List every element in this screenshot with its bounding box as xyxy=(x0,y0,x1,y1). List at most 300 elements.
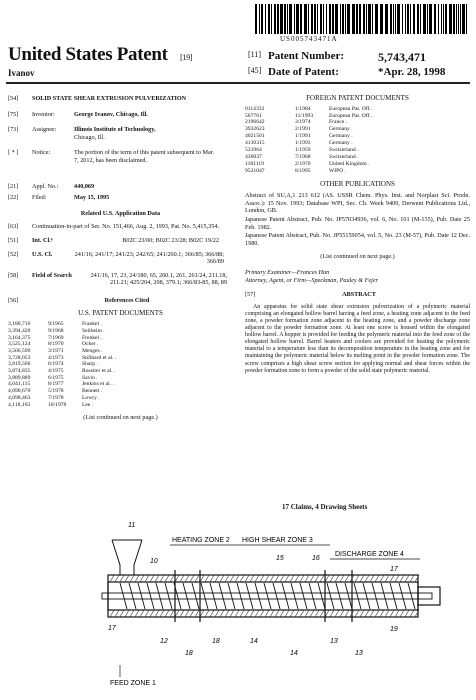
foreign-reference-row-cell: 7/1968 xyxy=(295,153,311,160)
barcode-bar xyxy=(390,4,392,34)
foreign-reference-row xyxy=(245,168,470,175)
barcode-bar xyxy=(375,4,378,34)
foreign-reference-row-cell: 9521047 xyxy=(245,167,265,174)
screw-flight xyxy=(390,583,397,609)
barcode-bar xyxy=(413,4,415,34)
hatch-line xyxy=(125,575,129,582)
screw-flight xyxy=(273,583,280,609)
hatch-line xyxy=(290,610,294,617)
hatch-line xyxy=(275,575,279,582)
other-publication-3: Japanese Patent Abstract, Pub. No. JP55159054, vol. 5, No. 23 (M-57), Pub. Date 12 Dec. 1980. xyxy=(245,232,470,247)
foreign-patents-heading: FOREIGN PATENT DOCUMENTS xyxy=(306,94,409,102)
hatch-line xyxy=(400,610,404,617)
us-reference-row xyxy=(8,375,233,382)
hatch-line xyxy=(300,575,304,582)
hatch-line xyxy=(280,575,284,582)
barcode-bar xyxy=(326,4,327,34)
us-reference-row-cell: 3/1971 xyxy=(48,347,64,354)
hatch-line xyxy=(325,575,329,582)
hatch-line xyxy=(295,575,299,582)
foreign-reference-row-cell: WIPO . xyxy=(329,167,347,174)
barcode-bar xyxy=(407,4,409,34)
hatch-line xyxy=(160,575,164,582)
foreign-reference-row-cell: 3932623 xyxy=(245,126,265,133)
field-52-label: U.S. Cl. xyxy=(32,250,53,258)
us-reference-row-cell: Jenkins et al. . xyxy=(82,381,114,388)
hatch-line xyxy=(135,610,139,617)
hatch-line xyxy=(275,610,279,617)
field-58-label: Field of Search xyxy=(32,271,72,279)
screw-flight xyxy=(408,583,415,609)
screw-flight xyxy=(336,583,343,609)
foreign-reference-row-cell: 1181119 xyxy=(245,160,264,167)
hatch-line xyxy=(335,610,339,617)
hatch-line xyxy=(410,575,414,582)
us-reference-row-cell: Bennett . xyxy=(82,388,103,395)
hatch-line xyxy=(290,575,294,582)
foreign-reference-row xyxy=(245,147,470,154)
foreign-reference-row-cell: Germany . xyxy=(329,140,353,147)
hatch-line xyxy=(170,575,174,582)
field-22-label: Filed: xyxy=(32,194,47,202)
us-reference-row-cell: 3,566,590 xyxy=(8,347,31,354)
inventor-surname: Ivanov xyxy=(8,68,35,78)
barcode-bar xyxy=(460,4,461,34)
hatch-line xyxy=(110,575,114,582)
foreign-reference-row-cell: Switzerland . xyxy=(329,153,359,160)
hatch-line xyxy=(375,575,379,582)
patent-number-value: 5,743,471 xyxy=(378,50,426,64)
foreign-reference-row-cell: 436037 xyxy=(245,153,262,160)
hatch-line xyxy=(210,575,214,582)
reference-numeral: 15 xyxy=(276,555,284,562)
screw-flight xyxy=(165,583,172,609)
foreign-reference-row-cell: France . xyxy=(329,119,348,126)
screw-shape xyxy=(102,583,432,609)
other-publication-1: Abstract of SU,A,1 213 612 (AS. USSR Chem. Phys. Inst. and Norplast Sci. Prodn. Assoc.): 15 Nov. 1993; Database WPI, Sec. Ch. Week 9409, Derwent Publications Ltd., London, GB. xyxy=(245,192,470,215)
screw-flight xyxy=(345,583,352,609)
field-21-label: Appl. No.: xyxy=(32,182,59,190)
abstract-tag: [57] xyxy=(245,291,256,299)
screw-flight xyxy=(291,583,298,609)
field-75-label: Inventor: xyxy=(32,110,55,118)
hatch-line xyxy=(245,610,249,617)
screw-flight xyxy=(264,583,271,609)
hatch-line xyxy=(255,610,259,617)
field-63-tag: [63] xyxy=(8,223,19,231)
hatch-line xyxy=(305,610,309,617)
us-reference-row-cell: Menges . xyxy=(82,347,103,354)
hatch-line xyxy=(355,575,359,582)
screw-flight xyxy=(192,583,199,609)
hatch-line xyxy=(285,575,289,582)
barcode-bar xyxy=(268,4,270,34)
hatch-line xyxy=(395,575,399,582)
hatch-line xyxy=(360,575,364,582)
reference-numeral: 18 xyxy=(212,638,220,645)
us-reference-row-cell: Stillhard et al. . xyxy=(82,354,117,361)
title-text: United States Patent xyxy=(8,44,168,65)
us-reference-row-cell: 3,164,375 xyxy=(8,334,31,341)
barcode-bar xyxy=(385,4,388,34)
barrel-shape xyxy=(108,570,440,622)
assignee-name: Illinois Institute of Technology, xyxy=(74,126,156,134)
left-continued-note: (List continued on next page.) xyxy=(83,414,158,422)
primary-examiner: Primary Examiner—Frances Han xyxy=(245,269,330,276)
foreign-reference-row-cell: 3/1974 xyxy=(295,119,311,126)
hatch-line xyxy=(390,610,394,617)
foreign-reference-row-cell: 1/1984 xyxy=(295,105,311,112)
barcode-bar xyxy=(277,4,279,34)
hatch-line xyxy=(320,575,324,582)
shear-zone-label: HIGH SHEAR ZONE 3 xyxy=(242,537,313,544)
foreign-reference-row xyxy=(245,133,470,140)
hatch-line xyxy=(315,575,319,582)
barcode-bar xyxy=(456,4,457,34)
us-reference-row-cell: 8/1977 xyxy=(48,381,64,388)
barcode-bar xyxy=(405,4,406,34)
foreign-reference-row-cell: 1/1991 xyxy=(295,133,311,140)
notice-tag: [ * ] xyxy=(8,149,19,157)
other-publications-heading: OTHER PUBLICATIONS xyxy=(320,179,395,188)
foreign-reference-row-cell: Germany . xyxy=(329,126,353,133)
hatch-line xyxy=(240,575,244,582)
foreign-reference-row xyxy=(245,126,470,133)
hatch-line xyxy=(130,610,134,617)
abstract-heading: ABSTRACT xyxy=(342,291,376,299)
foreign-reference-row xyxy=(245,119,470,126)
hatch-line xyxy=(340,575,344,582)
us-reference-row-cell: 6/1974 xyxy=(48,361,64,368)
hatch-line xyxy=(280,610,284,617)
date-label: Date of Patent: xyxy=(268,66,339,78)
screw-flight xyxy=(327,583,334,609)
left-column xyxy=(8,95,233,422)
us-reference-row xyxy=(8,381,233,388)
us-reference-row-cell: 4/1975 xyxy=(48,368,64,375)
us-reference-row xyxy=(8,395,233,402)
barcode-bar xyxy=(366,4,367,34)
hatch-line xyxy=(225,610,229,617)
assignee-location: Chicago, Ill. xyxy=(74,133,105,141)
barcode-bar xyxy=(449,4,452,34)
screw-flight xyxy=(201,583,208,609)
right-continued-note: (List continued on next page.) xyxy=(320,253,395,261)
field-75 xyxy=(8,111,233,119)
barcode-bar xyxy=(296,4,299,34)
us-reference-row xyxy=(8,321,233,328)
barcode-bar xyxy=(280,4,283,34)
us-reference-row-cell: 4,118,163 xyxy=(8,401,31,408)
hatch-line xyxy=(310,575,314,582)
reference-numeral: 14 xyxy=(290,650,298,657)
hatch-line xyxy=(215,575,219,582)
foreign-reference-row-cell: European Pat. Off. . xyxy=(329,112,374,119)
hatch-line xyxy=(185,610,189,617)
int-cl-value: B02C 23/00; B02C 23/28; B02C 19/22 xyxy=(122,236,219,244)
hatch-line xyxy=(380,610,384,617)
barcode-bar xyxy=(265,4,266,34)
patent-number-tag: [11] xyxy=(248,50,262,59)
hatch-line xyxy=(210,610,214,617)
hatch-line xyxy=(175,610,179,617)
reference-numeral: 17 xyxy=(390,566,398,573)
us-reference-row-cell: 4,090,670 xyxy=(8,388,31,395)
notice-label: Notice: xyxy=(32,149,51,157)
hatch-line xyxy=(400,575,404,582)
hatch-line xyxy=(355,610,359,617)
field-22-tag: [22] xyxy=(8,194,19,202)
screw-flight xyxy=(300,583,307,609)
barcode-bar xyxy=(429,4,432,34)
field-notice xyxy=(8,149,233,164)
barcode-bar xyxy=(410,4,411,34)
hatch-line xyxy=(165,575,169,582)
barcode-bar xyxy=(453,4,455,34)
hatch-line xyxy=(390,575,394,582)
hatch-line xyxy=(150,610,154,617)
barcode-bar xyxy=(427,4,428,34)
hatch-line xyxy=(190,575,194,582)
us-reference-row-cell: 7/1978 xyxy=(48,394,64,401)
hatch-line xyxy=(385,575,389,582)
field-63 xyxy=(8,223,233,231)
hatch-line xyxy=(155,575,159,582)
continuation-value: Continuation-in-part of Ser. No. 151,466, Aug. 2, 1993, Pat. No. 5,415,354. xyxy=(32,223,219,231)
screw-flight xyxy=(237,583,244,609)
field-73-label: Assignee: xyxy=(32,126,57,134)
us-patents-heading: U.S. PATENT DOCUMENTS xyxy=(78,308,163,317)
us-reference-row xyxy=(8,402,233,409)
hatch-line xyxy=(115,575,119,582)
abstract-header xyxy=(245,291,470,299)
screw-flight xyxy=(120,583,127,609)
us-reference-row-cell: 8/1970 xyxy=(48,341,64,348)
screw-flight xyxy=(219,583,226,609)
foreign-reference-row xyxy=(245,161,470,168)
hatch-line xyxy=(365,610,369,617)
screw-flight xyxy=(354,583,361,609)
hatch-line xyxy=(345,610,349,617)
us-reference-row-cell: Ocker . xyxy=(82,341,99,348)
hatch-line xyxy=(120,610,124,617)
hatch-line xyxy=(325,610,329,617)
us-reference-row xyxy=(8,355,233,362)
discharge-zone-label: DISCHARGE ZONE 4 xyxy=(335,551,404,558)
patent-title-heading xyxy=(8,44,192,66)
reference-numeral: 18 xyxy=(185,650,193,657)
field-52 xyxy=(8,251,233,266)
hatch-line xyxy=(200,575,204,582)
hatch-line xyxy=(220,610,224,617)
field-73-tag: [73] xyxy=(8,126,19,134)
barcode-bar xyxy=(359,4,361,34)
foreign-reference-row-cell: 11/1993 xyxy=(295,112,314,119)
us-reference-row-cell: Rossiter et al. . xyxy=(82,368,116,375)
barcode-bar xyxy=(441,4,442,34)
screw-flight xyxy=(318,583,325,609)
us-reference-row-cell: 4/1973 xyxy=(48,354,64,361)
us-reference-row xyxy=(8,335,233,342)
hatch-line xyxy=(370,610,374,617)
patent-invention-title: SOLID STATE SHEAR EXTRUSION PULVERIZATION xyxy=(32,95,187,102)
barcode-bar xyxy=(423,4,426,34)
hatch-line xyxy=(120,575,124,582)
hatch-line xyxy=(285,610,289,617)
field-75-tag: [75] xyxy=(8,110,19,118)
field-56 xyxy=(8,297,233,305)
barcode-bar xyxy=(342,4,344,34)
barcode-bar xyxy=(287,4,288,34)
foreign-reference-row-cell: 4130315 xyxy=(245,140,265,147)
barcode-bar xyxy=(340,4,341,34)
hatch-line xyxy=(130,575,134,582)
field-73 xyxy=(8,126,233,141)
date-row xyxy=(248,66,470,78)
us-reference-row-cell: 3,819,566 xyxy=(8,361,31,368)
hatch-line xyxy=(200,610,204,617)
barcode-bar xyxy=(294,4,295,34)
date-tag: [45] xyxy=(248,66,262,75)
hatch-line xyxy=(155,610,159,617)
barcode-bar xyxy=(438,4,439,34)
barcode-bar xyxy=(395,4,396,34)
screw-flight xyxy=(282,583,289,609)
related-data-heading: Related U.S. Application Data xyxy=(80,209,161,217)
us-reference-row-cell: 5/1978 xyxy=(48,388,64,395)
barcode-bar xyxy=(255,4,257,34)
date-value: *Apr. 28, 1998 xyxy=(378,66,446,78)
us-reference-row xyxy=(8,361,233,368)
barcode-bar xyxy=(289,4,292,34)
hatch-line xyxy=(310,610,314,617)
hatch-line xyxy=(205,610,209,617)
hatch-line xyxy=(190,610,194,617)
foreign-reference-row-cell: 1/1959 xyxy=(295,147,311,154)
barcode-bar xyxy=(372,4,373,34)
hatch-line xyxy=(255,575,259,582)
barcode-bar xyxy=(420,4,421,34)
hatch-line xyxy=(410,610,414,617)
us-reference-row-cell: 10/1978 xyxy=(48,401,67,408)
us-reference-row xyxy=(8,388,233,395)
hatch-line xyxy=(235,575,239,582)
barcode-bar xyxy=(300,4,302,34)
screw-flight xyxy=(129,583,136,609)
us-reference-row-cell: 3,889,889 xyxy=(8,374,31,381)
abstract-text: An apparatus for solid state shear extrusion pulverization of a polymeric material comprising an elongated hollow barrel having a feed zone, a heating zone adjacent to the feed zone, a powder formation zone adjacent to the heating zone, and a powder discharge zone adjacent to the powder formation zone. At least one screw is housed within the elongated hollow barrel. A hopper is provided for feeding the polymeric material into the feed zone of the elongated hollow barrel. Barrel heaters and coolers are provided for heating the polymeric material to a temperature less than its decomposition temperature in the heating zone and for maintaining the polymeric material below its melting point in the powder formation zone. The screw comprises a high shear screw section for applying normal and shear forces within the powder formation zone to form a powder of the solid state polymeric material. xyxy=(245,303,470,374)
filed-date: May 15, 1995 xyxy=(74,194,110,202)
claims-summary: 17 Claims, 4 Drawing Sheets xyxy=(282,503,368,511)
reference-numeral: 14 xyxy=(250,638,258,645)
hatch-line xyxy=(205,575,209,582)
hatch-line xyxy=(220,575,224,582)
barcode-bar xyxy=(466,4,467,34)
hatch-line xyxy=(395,610,399,617)
screw-flight xyxy=(183,583,190,609)
hatch-line xyxy=(250,575,254,582)
hatch-line xyxy=(125,610,129,617)
barcode-bar xyxy=(352,4,355,34)
foreign-reference-row-cell: 567761 xyxy=(245,112,262,119)
barcode-bar xyxy=(317,4,318,34)
title-tag: [19] xyxy=(180,53,193,62)
field-51 xyxy=(8,237,233,245)
reference-numeral: 19 xyxy=(390,626,398,633)
application-number: 440,069 xyxy=(74,182,95,190)
header-divider xyxy=(6,82,470,84)
barcode-bar xyxy=(402,4,403,34)
hatch-line xyxy=(150,575,154,582)
us-reference-row xyxy=(8,348,233,355)
reference-numeral: 13 xyxy=(330,638,338,645)
reference-numeral: 10 xyxy=(150,558,158,565)
hatch-line xyxy=(235,610,239,617)
hatch-line xyxy=(375,610,379,617)
us-reference-row-cell: Sharp . xyxy=(82,361,98,368)
us-reference-row-cell: 3,728,053 xyxy=(8,354,31,361)
hatch-line xyxy=(385,610,389,617)
extruder-drawing xyxy=(90,515,470,695)
barcode-bar xyxy=(380,4,383,34)
hatch-line xyxy=(405,575,409,582)
barcode-bar xyxy=(314,4,316,34)
hatch-line xyxy=(165,610,169,617)
hatch-line xyxy=(360,610,364,617)
hatch-line xyxy=(170,610,174,617)
hatch-line xyxy=(370,575,374,582)
feed-zone-label: FEED ZONE 1 xyxy=(110,680,156,687)
screw-flight xyxy=(138,583,145,609)
field-58 xyxy=(8,272,233,287)
hatch-line xyxy=(295,610,299,617)
foreign-reference-row-cell: United Kingdom . xyxy=(329,160,370,167)
field-54 xyxy=(8,95,233,103)
barcode-bar xyxy=(443,4,444,34)
references-heading: References Cited xyxy=(104,296,150,304)
field-22 xyxy=(8,194,233,202)
hatch-line xyxy=(140,610,144,617)
hatch-line xyxy=(145,575,149,582)
hatch-line xyxy=(265,610,269,617)
us-reference-row-cell: 3,874,835 xyxy=(8,368,31,375)
barcode-bar xyxy=(445,4,447,34)
hatch-line xyxy=(265,575,269,582)
foreign-reference-row-cell: 1/1993 xyxy=(295,140,311,147)
foreign-reference-row xyxy=(245,113,470,120)
screw-flight xyxy=(210,583,217,609)
us-reference-row-cell: 7/1969 xyxy=(48,334,64,341)
us-references-list xyxy=(8,321,233,408)
barcode-bar xyxy=(329,4,331,34)
foreign-reference-row-cell: Germany . xyxy=(329,133,353,140)
us-reference-row-cell: 4,098,463 xyxy=(8,394,31,401)
hatch-line xyxy=(195,575,199,582)
foreign-reference-row-cell: 8/1995 xyxy=(295,167,311,174)
barcode-bar xyxy=(332,4,334,34)
reference-numeral: 17 xyxy=(108,625,116,632)
barcode-bar xyxy=(434,4,436,34)
barcode-bar xyxy=(356,4,358,34)
barcode-bar xyxy=(393,4,394,34)
hatch-line xyxy=(180,610,184,617)
hatch-line xyxy=(135,575,139,582)
foreign-references-list xyxy=(245,106,470,175)
screw-flight xyxy=(399,583,406,609)
screw-flight xyxy=(228,583,235,609)
field-58-tag: [58] xyxy=(8,271,19,279)
barcode-bar xyxy=(311,4,313,34)
